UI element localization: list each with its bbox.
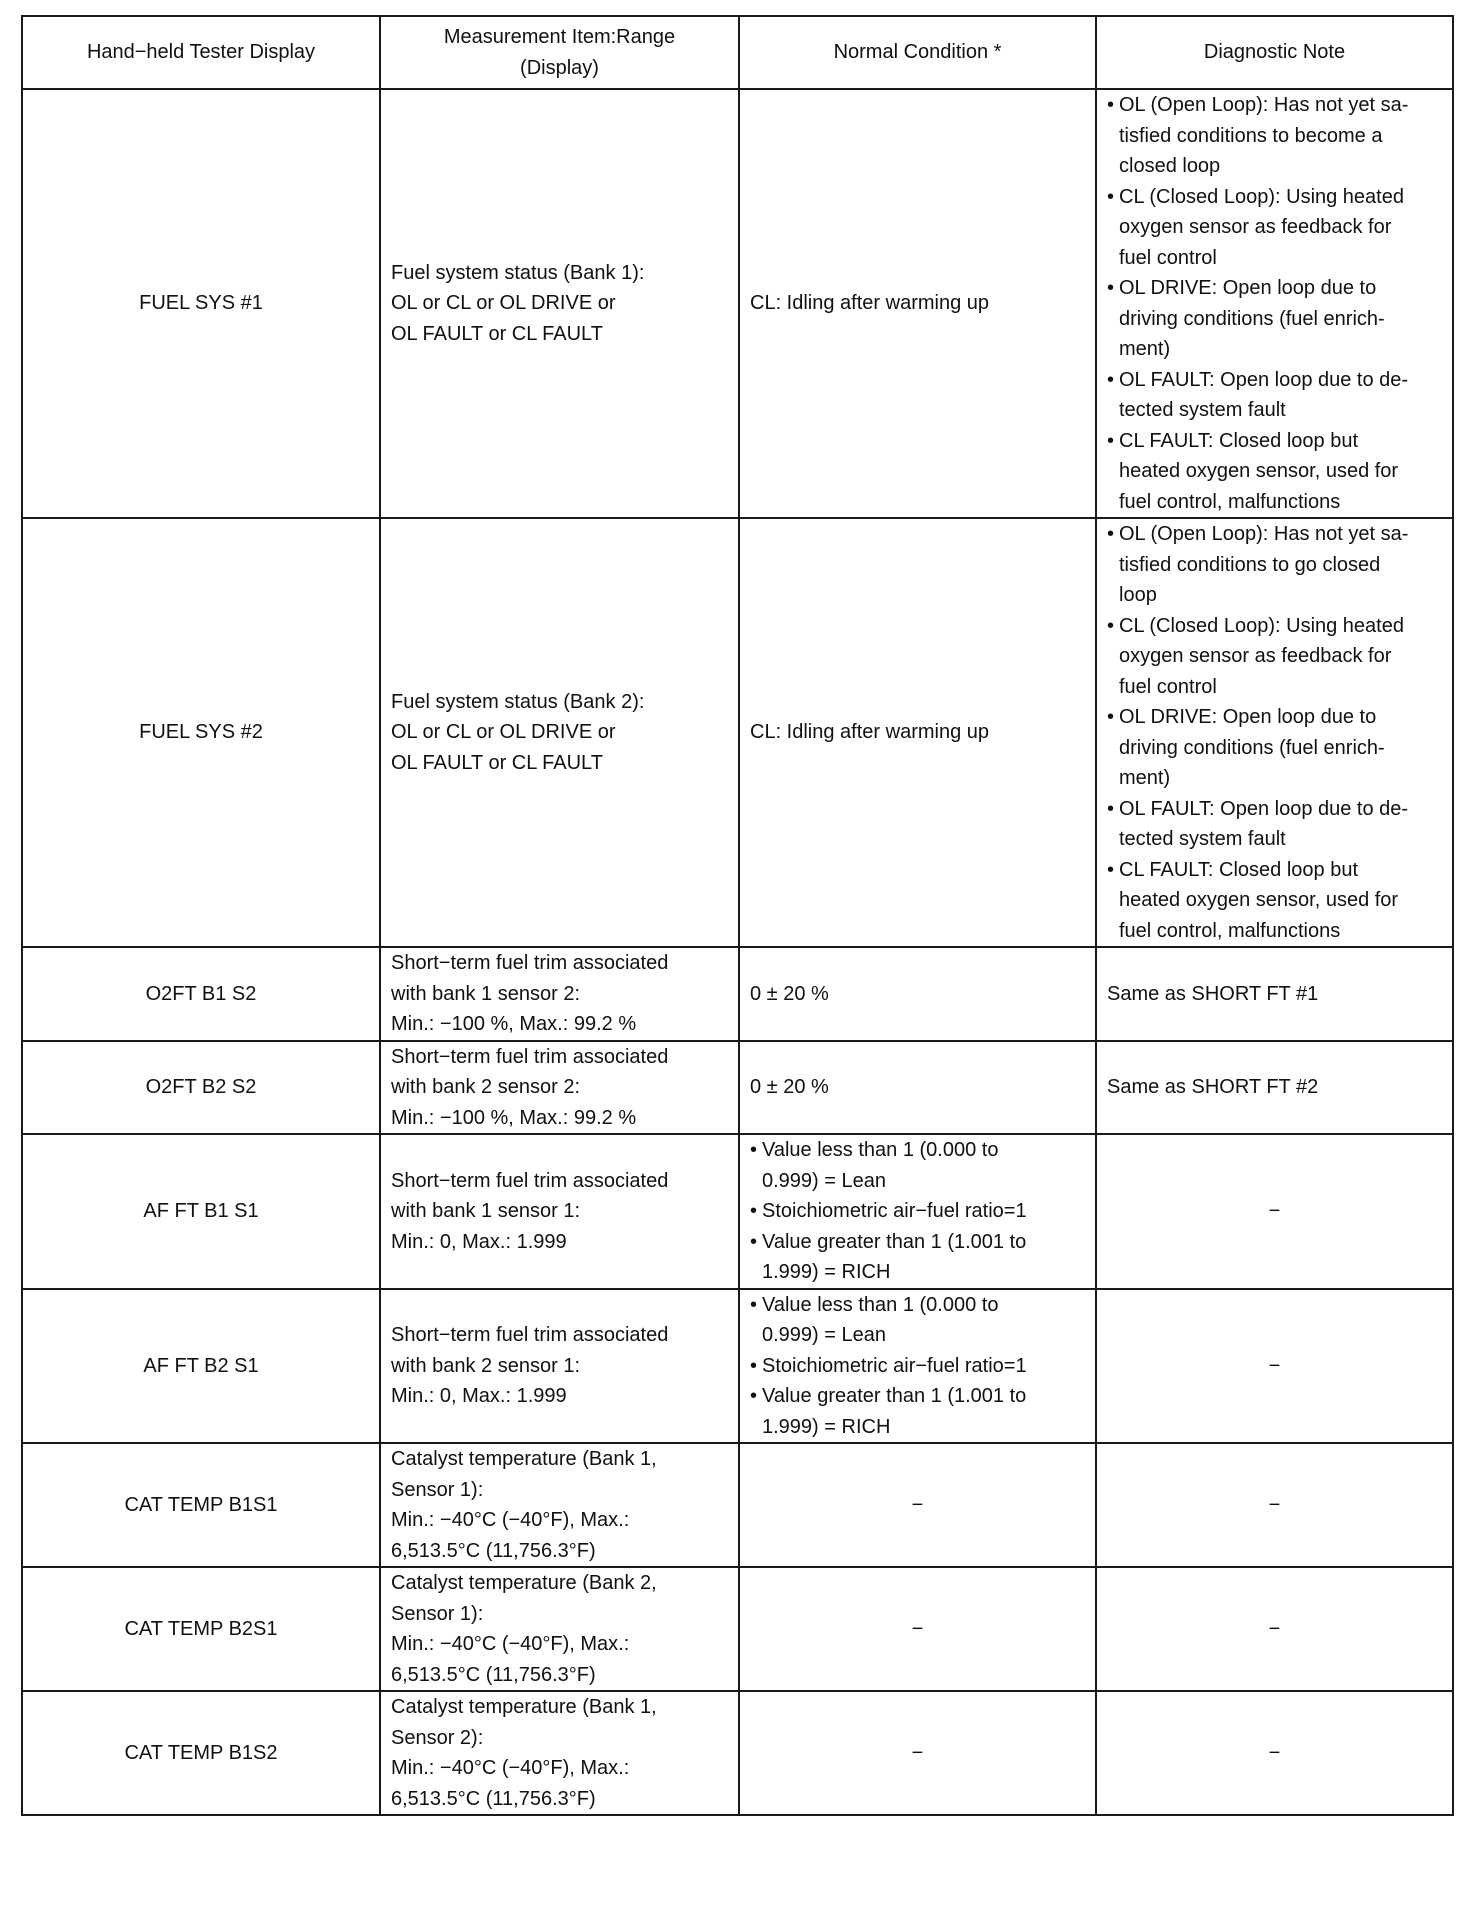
cell-diagnostic-note [1096, 1041, 1453, 1135]
normal-condition-lines [750, 288, 1085, 319]
table-row-o2ft-b1-s2 [22, 947, 1453, 1041]
diagnostic-note-dash: − [1268, 1354, 1281, 1377]
measurement-range-lines [391, 1444, 728, 1566]
cell-normal-condition [739, 1289, 1096, 1444]
normal-condition-bullet-list [750, 1290, 1085, 1443]
measurement-range-line: Short−term fuel trim associated [391, 1045, 669, 1068]
measurement-range-line: Catalyst temperature (Bank 1, [391, 1448, 657, 1470]
normal-condition-bullet-item [750, 1381, 1085, 1442]
cell-tester-display [22, 1134, 380, 1289]
normal-condition-bullet-line: 0.999) = Lean [762, 1169, 886, 1192]
cell-normal-condition [739, 1041, 1096, 1135]
cell-diagnostic-note [1096, 1134, 1453, 1289]
measurement-range-line: Catalyst temperature (Bank 2, [391, 1572, 657, 1594]
diagnostic-note-bullet-line: loop [1119, 584, 1157, 606]
tester-display-label: CAT TEMP B2S1 [124, 1617, 278, 1640]
measurement-range-lines [391, 1568, 728, 1690]
measurement-range-lines [391, 1042, 728, 1134]
diagnostic-note-line: Same as SHORT FT #2 [1107, 1076, 1319, 1098]
measurement-range-line: Min.: −40°C (−40°F), Max.: [391, 1757, 630, 1779]
normal-condition-dash: − [911, 1617, 924, 1640]
measurement-range-line: Min.: 0, Max.: 1.999 [391, 1385, 567, 1407]
diagnostic-note-bullet-line: tisfied conditions to become a [1119, 124, 1383, 147]
measurement-range-line: Min.: −40°C (−40°F), Max.: [391, 1633, 630, 1655]
normal-condition-bullet-list [750, 1135, 1085, 1288]
diagnostic-note-bullet-item [1107, 794, 1442, 855]
diagnostic-data-table [21, 15, 1454, 1816]
measurement-range-line: OL or CL or OL DRIVE or [391, 721, 616, 744]
normal-condition-line: CL: Idling after warming up [750, 292, 990, 315]
cell-measurement-range [380, 1443, 739, 1567]
normal-condition-dash: − [911, 1741, 924, 1764]
measurement-range-line: OL FAULT or CL FAULT [391, 322, 603, 345]
measurement-range-line: 6,513.5°C (11,756.3°F) [391, 1787, 596, 1810]
diagnostic-note-bullet-line: ment) [1119, 338, 1171, 360]
measurement-range-line: with bank 1 sensor 2: [391, 982, 580, 1005]
measurement-range-line: Catalyst temperature (Bank 1, [391, 1696, 657, 1718]
cell-tester-display [22, 518, 380, 947]
normal-condition-bullet-line: 1.999) = RICH [762, 1415, 891, 1438]
diagnostic-note-bullet-item [1107, 519, 1442, 611]
diagnostic-note-bullet-item [1107, 611, 1442, 703]
tester-display-label: AF FT B1 S1 [143, 1200, 259, 1222]
diagnostic-note-bullet-item [1107, 273, 1442, 365]
cell-measurement-range [380, 1289, 739, 1444]
diagnostic-note-bullet-line: fuel control, malfunctions [1119, 490, 1341, 513]
header-tester-display [22, 16, 380, 89]
measurement-range-line: Sensor 2): [391, 1726, 484, 1749]
diagnostic-note-bullet-line: oxygen sensor as feedback for [1119, 645, 1392, 667]
measurement-range-line: Min.: −40°C (−40°F), Max.: [391, 1509, 630, 1531]
cell-measurement-range [380, 1134, 739, 1289]
cell-tester-display [22, 1289, 380, 1444]
diagnostic-note-dash: − [1268, 1617, 1281, 1640]
cell-diagnostic-note [1096, 1567, 1453, 1691]
tester-display-label: O2FT B1 S2 [145, 982, 257, 1005]
normal-condition-lines [750, 979, 1085, 1010]
tester-display-label: CAT TEMP B1S2 [124, 1741, 278, 1764]
diagnostic-note-bullet-line: driving conditions (fuel enrich- [1119, 736, 1385, 759]
measurement-range-line: 6,513.5°C (11,756.3°F) [391, 1663, 596, 1686]
diagnostic-note-dash: − [1268, 1200, 1281, 1222]
measurement-range-line: Short−term fuel trim associated [391, 1169, 669, 1192]
diagnostic-note-bullet-line: tected system fault [1119, 828, 1286, 850]
normal-condition-bullet-line: • Value greater than 1 (1.001 to [762, 1230, 1027, 1253]
diagnostic-note-bullet-line: fuel control [1119, 675, 1217, 698]
cell-diagnostic-note [1096, 1289, 1453, 1444]
measurement-range-lines [391, 1692, 728, 1814]
cell-normal-condition [739, 89, 1096, 518]
header-row [22, 16, 1453, 89]
measurement-range-line: Short−term fuel trim associated [391, 952, 669, 974]
header-diagnostic-note [1096, 16, 1453, 89]
normal-condition-bullet-line: • Value greater than 1 (1.001 to [762, 1385, 1027, 1407]
diagnostic-note-bullet-line: • OL DRIVE: Open loop due to [1119, 277, 1377, 299]
diagnostic-note-bullet-line: driving conditions (fuel enrich- [1119, 307, 1385, 330]
diagnostic-note-bullet-line: tisfied conditions to go closed [1119, 553, 1381, 576]
table-row-o2ft-b2-s2 [22, 1041, 1453, 1135]
diagnostic-note-bullet-item [1107, 182, 1442, 274]
normal-condition-bullet-line: 0.999) = Lean [762, 1324, 886, 1346]
cell-diagnostic-note [1096, 89, 1453, 518]
table-row-cat-temp-b1s2 [22, 1691, 1453, 1815]
cell-measurement-range [380, 1041, 739, 1135]
header-measurement-item [380, 16, 739, 89]
measurement-range-line: Fuel system status (Bank 2): [391, 690, 645, 713]
cell-normal-condition [739, 1134, 1096, 1289]
table-row-af-ft-b1-s1 [22, 1134, 1453, 1289]
diagnostic-note-bullet-line: oxygen sensor as feedback for [1119, 216, 1392, 238]
cell-diagnostic-note [1096, 1691, 1453, 1815]
normal-condition-bullet-line: • Stoichiometric air−fuel ratio=1 [762, 1354, 1027, 1377]
header-text: Normal Condition * [833, 41, 1002, 64]
diagnostic-note-bullet-line: • OL FAULT: Open loop due to de- [1119, 368, 1409, 391]
table-row-af-ft-b2-s1 [22, 1289, 1453, 1444]
measurement-range-lines [391, 948, 728, 1040]
measurement-range-lines [391, 687, 728, 779]
diagnostic-note-bullet-list [1107, 90, 1442, 517]
measurement-range-lines [391, 258, 728, 350]
diagnostic-note-bullet-line: • OL FAULT: Open loop due to de- [1119, 797, 1409, 820]
diagnostic-note-bullet-line: tected system fault [1119, 399, 1286, 421]
normal-condition-bullet-line: • Stoichiometric air−fuel ratio=1 [762, 1200, 1027, 1222]
diagnostic-note-bullet-line: fuel control, malfunctions [1119, 919, 1341, 942]
tester-display-label: FUEL SYS #2 [139, 721, 263, 744]
header-text: Diagnostic Note [1203, 41, 1346, 64]
table-header [22, 16, 1453, 89]
normal-condition-bullet-item [750, 1290, 1085, 1351]
header-normal-condition [739, 16, 1096, 89]
table-body [22, 89, 1453, 1815]
diagnostic-note-bullet-item [1107, 90, 1442, 182]
tester-display-label: O2FT B2 S2 [145, 1076, 257, 1098]
measurement-range-lines [391, 1320, 728, 1412]
diagnostic-note-bullet-line: heated oxygen sensor, used for [1119, 460, 1399, 482]
measurement-range-line: 6,513.5°C (11,756.3°F) [391, 1539, 596, 1562]
normal-condition-bullet-line: 1.999) = RICH [762, 1261, 891, 1283]
cell-tester-display [22, 1443, 380, 1567]
tester-display-label: FUEL SYS #1 [139, 292, 263, 315]
normal-condition-bullet-item [750, 1135, 1085, 1196]
diagnostic-note-bullet-list [1107, 519, 1442, 946]
cell-diagnostic-note [1096, 947, 1453, 1041]
normal-condition-bullet-item [750, 1351, 1085, 1382]
measurement-range-line: with bank 1 sensor 1: [391, 1200, 580, 1222]
table-row-cat-temp-b2s1 [22, 1567, 1453, 1691]
normal-condition-line: CL: Idling after warming up [750, 721, 990, 744]
normal-condition-bullet-line: • Value less than 1 (0.000 to [762, 1139, 999, 1161]
cell-normal-condition [739, 518, 1096, 947]
measurement-range-line: Short−term fuel trim associated [391, 1324, 669, 1346]
cell-measurement-range [380, 1691, 739, 1815]
normal-condition-lines [750, 1072, 1085, 1103]
diagnostic-note-bullet-item [1107, 365, 1442, 426]
diagnostic-note-dash: − [1268, 1741, 1281, 1764]
measurement-range-line: OL FAULT or CL FAULT [391, 751, 603, 774]
measurement-range-line: Min.: 0, Max.: 1.999 [391, 1230, 567, 1253]
diagnostic-note-lines [1107, 1072, 1442, 1103]
measurement-range-line: Sensor 1): [391, 1602, 484, 1625]
tester-display-label: AF FT B2 S1 [143, 1354, 259, 1377]
cell-tester-display [22, 947, 380, 1041]
tester-display-label: CAT TEMP B1S1 [124, 1493, 278, 1516]
header-text: Measurement Item:Range [443, 26, 676, 48]
normal-condition-dash: − [911, 1493, 924, 1516]
header-text: (Display) [520, 56, 599, 79]
table-row-fuel-sys-1 [22, 89, 1453, 518]
cell-measurement-range [380, 89, 739, 518]
cell-tester-display [22, 1691, 380, 1815]
diagnostic-note-bullet-line: • OL DRIVE: Open loop due to [1119, 706, 1377, 728]
diagnostic-note-bullet-line: closed loop [1119, 155, 1221, 177]
measurement-range-line: OL or CL or OL DRIVE or [391, 292, 616, 315]
normal-condition-lines [750, 717, 1085, 748]
normal-condition-line: 0 ± 20 % [750, 982, 829, 1005]
measurement-range-line: Min.: −100 %, Max.: 99.2 % [391, 1106, 637, 1129]
diagnostic-note-lines [1107, 979, 1442, 1010]
normal-condition-bullet-item [750, 1227, 1085, 1288]
normal-condition-line: 0 ± 20 % [750, 1076, 829, 1098]
diagnostic-note-dash: − [1268, 1493, 1281, 1516]
cell-normal-condition [739, 1567, 1096, 1691]
diagnostic-note-bullet-item [1107, 855, 1442, 947]
cell-diagnostic-note [1096, 518, 1453, 947]
diagnostic-note-bullet-line: heated oxygen sensor, used for [1119, 889, 1399, 911]
diagnostic-note-bullet-line: • CL (Closed Loop): Using heated [1119, 185, 1404, 208]
cell-normal-condition [739, 947, 1096, 1041]
diagnostic-note-bullet-line: fuel control [1119, 246, 1217, 269]
cell-tester-display [22, 1041, 380, 1135]
diagnostic-note-bullet-line: • CL (Closed Loop): Using heated [1119, 614, 1404, 637]
cell-normal-condition [739, 1691, 1096, 1815]
measurement-range-line: Fuel system status (Bank 1): [391, 261, 645, 284]
diagnostic-note-line: Same as SHORT FT #1 [1107, 982, 1319, 1005]
measurement-range-line: with bank 2 sensor 1: [391, 1354, 580, 1377]
measurement-range-line: with bank 2 sensor 2: [391, 1076, 580, 1098]
diagnostic-note-bullet-line: • OL (Open Loop): Has not yet sa- [1119, 523, 1409, 545]
measurement-range-line: Min.: −100 %, Max.: 99.2 % [391, 1013, 637, 1035]
diagnostic-note-bullet-line: ment) [1119, 767, 1171, 789]
cell-measurement-range [380, 1567, 739, 1691]
measurement-range-lines [391, 1166, 728, 1258]
diagnostic-note-bullet-line: • CL FAULT: Closed loop but [1119, 858, 1359, 881]
cell-measurement-range [380, 518, 739, 947]
diagnostic-note-bullet-item [1107, 426, 1442, 518]
header-text: Hand−held Tester Display [86, 41, 316, 64]
cell-tester-display [22, 1567, 380, 1691]
normal-condition-bullet-line: • Value less than 1 (0.000 to [762, 1293, 999, 1316]
diagnostic-note-bullet-line: • OL (Open Loop): Has not yet sa- [1119, 94, 1409, 116]
cell-diagnostic-note [1096, 1443, 1453, 1567]
diagnostic-note-bullet-item [1107, 702, 1442, 794]
measurement-range-line: Sensor 1): [391, 1478, 484, 1501]
table-row-fuel-sys-2 [22, 518, 1453, 947]
cell-normal-condition [739, 1443, 1096, 1567]
cell-measurement-range [380, 947, 739, 1041]
normal-condition-bullet-item [750, 1196, 1085, 1227]
diagnostic-note-bullet-line: • CL FAULT: Closed loop but [1119, 429, 1359, 452]
table-row-cat-temp-b1s1 [22, 1443, 1453, 1567]
cell-tester-display [22, 89, 380, 518]
